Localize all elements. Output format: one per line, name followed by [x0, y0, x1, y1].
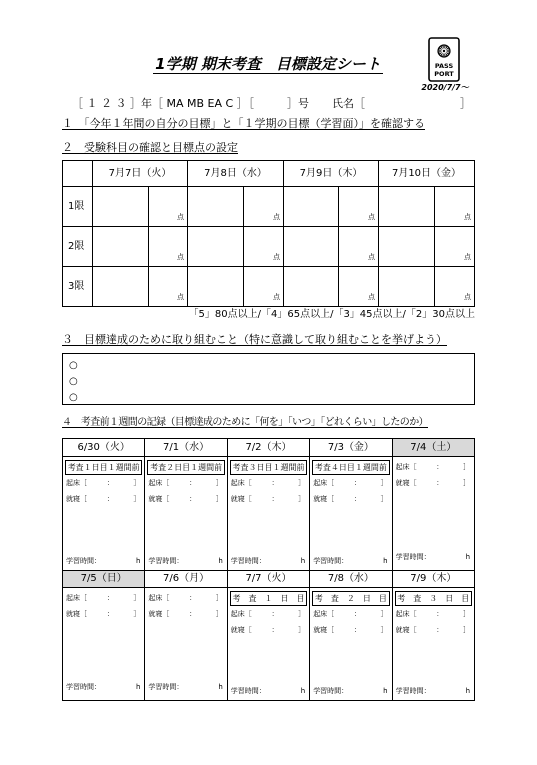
exam-date-header: 7月9日（木）: [284, 161, 379, 187]
wake-time-row: [66, 594, 140, 603]
bracket-close: ］: [133, 495, 141, 503]
wake-time-row: [396, 463, 470, 472]
target-score-cell: [149, 227, 188, 267]
study-time-row: [66, 683, 140, 692]
wake-label: 起床［: [148, 479, 170, 487]
bracket-close: ］: [463, 463, 470, 471]
wake-label: 起床［: [395, 610, 417, 618]
time-separator: ：: [106, 479, 114, 487]
bedtime-row: [231, 626, 305, 635]
time-separator: ：: [271, 610, 279, 618]
period-label: 2限: [63, 227, 93, 267]
name-label: 氏名［: [332, 97, 365, 110]
time-separator: ：: [189, 594, 197, 602]
day-record-cell: [228, 588, 310, 701]
class-field: ［ MA MB EA C ］: [152, 97, 248, 110]
study-time-label: 学習時間：: [313, 687, 349, 695]
target-score-cell: [149, 187, 188, 227]
bedtime-row: [231, 495, 305, 504]
hour-unit: h: [465, 687, 470, 695]
time-separator: ：: [353, 626, 361, 634]
score-scale-note: 「5」80点以上/「4」65点以上/「3」45点以上/「2」30点以上: [188, 309, 475, 320]
target-score-cell: [244, 267, 284, 307]
bracket-close: ］: [215, 594, 223, 602]
wake-label: 起床［: [148, 594, 170, 602]
exam-corner-cell: [63, 161, 93, 187]
target-score-cell: [149, 267, 188, 307]
time-separator: ：: [189, 495, 197, 503]
time-separator: ：: [189, 479, 197, 487]
wake-label: 起床［: [66, 594, 87, 602]
point-unit: 点: [464, 213, 471, 221]
subject-cell: [379, 267, 435, 307]
subject-cell: [284, 267, 339, 307]
target-score-cell: [435, 187, 475, 227]
target-score-cell: [339, 187, 379, 227]
bedtime-row: [148, 610, 222, 619]
wake-time-row: [396, 610, 470, 619]
wake-time-row: [66, 479, 140, 488]
wake-label: 起床［: [395, 463, 417, 471]
study-time-label: 学習時間：: [148, 557, 184, 565]
study-time-label: 学習時間：: [66, 683, 101, 691]
day-record-cell: [228, 457, 310, 571]
hour-unit: h: [300, 557, 306, 565]
bedtime-label: 就寝［: [230, 626, 252, 634]
section-4-heading: ４ 考査前１週間の記録（目標達成のために「何を」「いつ」「どれくらい」したのか）: [62, 417, 428, 428]
target-score-cell: [435, 267, 475, 307]
day-date-header: 7/7（火）: [228, 571, 310, 588]
bracket-close: ］: [380, 479, 388, 487]
time-separator: ：: [353, 495, 361, 503]
bracket-close: ］: [215, 610, 223, 618]
section-1-heading: １ 「今年１年間の自分の目標」と「１学期の目標（学習面）」を確認する: [62, 117, 425, 130]
action-goals-box: [62, 353, 475, 405]
bracket-close: ］: [463, 626, 470, 634]
subject-cell: [93, 187, 149, 227]
day-date-header: 7/2（木）: [228, 439, 310, 457]
bedtime-label: 就寝［: [230, 495, 252, 503]
day-date-header: 7/1（水）: [145, 439, 227, 457]
study-time-label: 学習時間：: [395, 553, 431, 561]
point-unit: 点: [368, 213, 375, 221]
bracket-close: ］: [298, 610, 306, 618]
bedtime-row: [396, 626, 470, 635]
study-time-row: [231, 687, 305, 696]
bracket-close: ］: [463, 610, 470, 618]
goal-bullet: ○: [69, 392, 78, 403]
bedtime-row: [148, 495, 222, 504]
wake-label: 起床［: [230, 479, 252, 487]
bedtime-row: [313, 626, 387, 635]
wake-time-row: [148, 479, 222, 488]
bracket-close: ］: [215, 495, 223, 503]
target-score-cell: [435, 227, 475, 267]
study-time-row: [313, 687, 387, 696]
crest-emblem-icon: [437, 44, 450, 57]
bedtime-label: 就寝［: [148, 610, 170, 618]
point-unit: 点: [177, 213, 184, 221]
time-separator: ：: [189, 610, 197, 618]
day-date-header: 7/3（金）: [310, 439, 392, 457]
passport-icon: [427, 37, 461, 83]
study-time-row: [231, 557, 305, 566]
passport-label-bottom: PORT: [434, 70, 454, 78]
hour-unit: h: [218, 557, 223, 565]
exam-date-header: 7月7日（火）: [93, 161, 188, 187]
time-separator: ：: [436, 479, 444, 487]
name-bracket-close: ］: [460, 97, 471, 110]
bedtime-row: [66, 610, 140, 619]
wake-time-row: [231, 479, 305, 488]
bracket-close: ］: [380, 495, 388, 503]
point-unit: 点: [368, 293, 375, 301]
bedtime-row: [313, 495, 387, 504]
goal-bullet: ○: [69, 360, 78, 371]
exam-countdown-tag: 考査３日目１週間前: [230, 460, 307, 475]
bedtime-label: 就寝［: [148, 495, 170, 503]
student-number-field: ［ ］号: [243, 97, 309, 110]
bracket-close: ］: [133, 610, 141, 618]
time-separator: ：: [106, 495, 114, 503]
day-record-cell: [393, 457, 475, 571]
day-record-cell: [310, 457, 392, 571]
point-unit: 点: [368, 253, 375, 261]
day-record-cell: [63, 588, 145, 701]
bracket-close: ］: [133, 479, 141, 487]
sheet-title: [118, 54, 418, 74]
subject-cell: [379, 227, 435, 267]
wake-label: 起床［: [313, 479, 335, 487]
exam-schedule-table: [62, 160, 475, 307]
day-record-cell: [63, 457, 145, 571]
day-date-header: 7/8（水）: [310, 571, 392, 588]
bracket-close: ］: [298, 479, 306, 487]
bedtime-label: 就寝［: [313, 495, 335, 503]
bedtime-row: [396, 479, 470, 488]
day-record-cell: [145, 457, 227, 571]
bracket-close: ］: [463, 479, 470, 487]
bedtime-label: 就寝［: [395, 626, 417, 634]
time-separator: ：: [436, 610, 444, 618]
exam-countdown-tag: 考査４日目１週間前: [312, 460, 389, 475]
subject-cell: [284, 187, 339, 227]
subject-cell: [284, 227, 339, 267]
exam-date-header: 7月10日（金）: [379, 161, 475, 187]
time-separator: ：: [271, 479, 279, 487]
study-time-label: 学習時間：: [395, 687, 431, 695]
day-date-header: 7/6（月）: [145, 571, 227, 588]
bracket-close: ］: [380, 626, 388, 634]
issue-date: 2020/7/7～: [421, 83, 469, 92]
day-date-header: 6/30（火）: [63, 439, 145, 457]
point-unit: 点: [273, 253, 280, 261]
wake-label: 起床［: [313, 610, 335, 618]
time-separator: ：: [271, 626, 279, 634]
time-separator: ：: [353, 610, 361, 618]
target-score-cell: [339, 227, 379, 267]
time-separator: ：: [271, 495, 279, 503]
target-score-cell: [244, 227, 284, 267]
study-time-label: 学習時間：: [230, 557, 266, 565]
time-separator: ：: [106, 594, 114, 602]
hour-unit: h: [383, 557, 388, 565]
wake-time-row: [148, 594, 222, 603]
exam-day-tag: 考 査 ２ 日 目: [312, 591, 389, 606]
hour-unit: h: [300, 687, 306, 695]
bedtime-label: 就寝［: [395, 479, 417, 487]
bedtime-label: 就寝［: [313, 626, 335, 634]
subject-cell: [93, 267, 149, 307]
study-time-row: [148, 557, 222, 566]
point-unit: 点: [273, 293, 280, 301]
subject-cell: [188, 267, 244, 307]
time-separator: ：: [106, 610, 114, 618]
period-label: 1限: [63, 187, 93, 227]
exam-day-tag: 考 査 １ 日 目: [230, 591, 307, 606]
day-record-cell: [393, 588, 475, 701]
study-time-label: 学習時間：: [313, 557, 349, 565]
study-time-label: 学習時間：: [66, 557, 101, 565]
day-date-header: 7/5（日）: [63, 571, 145, 588]
weekly-record-calendar: [62, 438, 475, 701]
hour-unit: h: [135, 557, 141, 565]
subject-cell: [93, 227, 149, 267]
passport-label-top: PASS: [434, 62, 454, 70]
point-unit: 点: [273, 213, 280, 221]
hour-unit: h: [135, 683, 141, 691]
grade-field: ［ １ ２ ３ ］年: [72, 97, 152, 110]
study-time-row: [148, 683, 222, 692]
bedtime-label: 就寝［: [66, 495, 87, 503]
bracket-close: ］: [215, 479, 223, 487]
time-separator: ：: [436, 463, 444, 471]
point-unit: 点: [177, 293, 184, 301]
wake-label: 起床［: [66, 479, 87, 487]
exam-countdown-tag: 考査１日目１週間前: [65, 460, 142, 475]
section-3-heading: ３ 目標達成のために取り組むこと（特に意識して取り組むことを挙げよう）: [62, 333, 447, 346]
target-score-cell: [339, 267, 379, 307]
bracket-close: ］: [298, 495, 306, 503]
study-time-label: 学習時間：: [230, 687, 266, 695]
study-time-row: [313, 557, 387, 566]
bracket-close: ］: [133, 594, 141, 602]
bracket-close: ］: [380, 610, 388, 618]
point-unit: 点: [464, 253, 471, 261]
bracket-close: ］: [298, 626, 306, 634]
sheet-title-text: 1学期 期末考査 目標設定シート: [155, 55, 381, 73]
subject-cell: [379, 187, 435, 227]
subject-cell: [188, 227, 244, 267]
wake-time-row: [313, 479, 387, 488]
hour-unit: h: [465, 553, 470, 561]
period-label: 3限: [63, 267, 93, 307]
section-2-heading: ２ 受験科目の確認と目標点の設定: [62, 141, 238, 154]
bedtime-label: 就寝［: [66, 610, 87, 618]
exam-day-tag: 考 査 ３ 日 目: [395, 591, 472, 606]
exam-date-header: 7月8日（水）: [188, 161, 284, 187]
subject-cell: [188, 187, 244, 227]
hour-unit: h: [383, 687, 388, 695]
wake-time-row: [313, 610, 387, 619]
day-date-header: 7/9（木）: [393, 571, 475, 588]
target-score-cell: [244, 187, 284, 227]
point-unit: 点: [464, 293, 471, 301]
point-unit: 点: [177, 253, 184, 261]
wake-label: 起床［: [230, 610, 252, 618]
exam-countdown-tag: 考査２日目１週間前: [147, 460, 224, 475]
hour-unit: h: [218, 683, 223, 691]
study-time-row: [396, 553, 470, 562]
study-time-label: 学習時間：: [148, 683, 184, 691]
wake-time-row: [231, 610, 305, 619]
study-time-row: [396, 687, 470, 696]
day-record-cell: [310, 588, 392, 701]
study-time-row: [66, 557, 140, 566]
day-record-cell: [145, 588, 227, 701]
goal-bullet: ○: [69, 376, 78, 387]
time-separator: ：: [353, 479, 361, 487]
bedtime-row: [66, 495, 140, 504]
day-date-header: 7/4（土）: [393, 439, 475, 457]
time-separator: ：: [436, 626, 444, 634]
